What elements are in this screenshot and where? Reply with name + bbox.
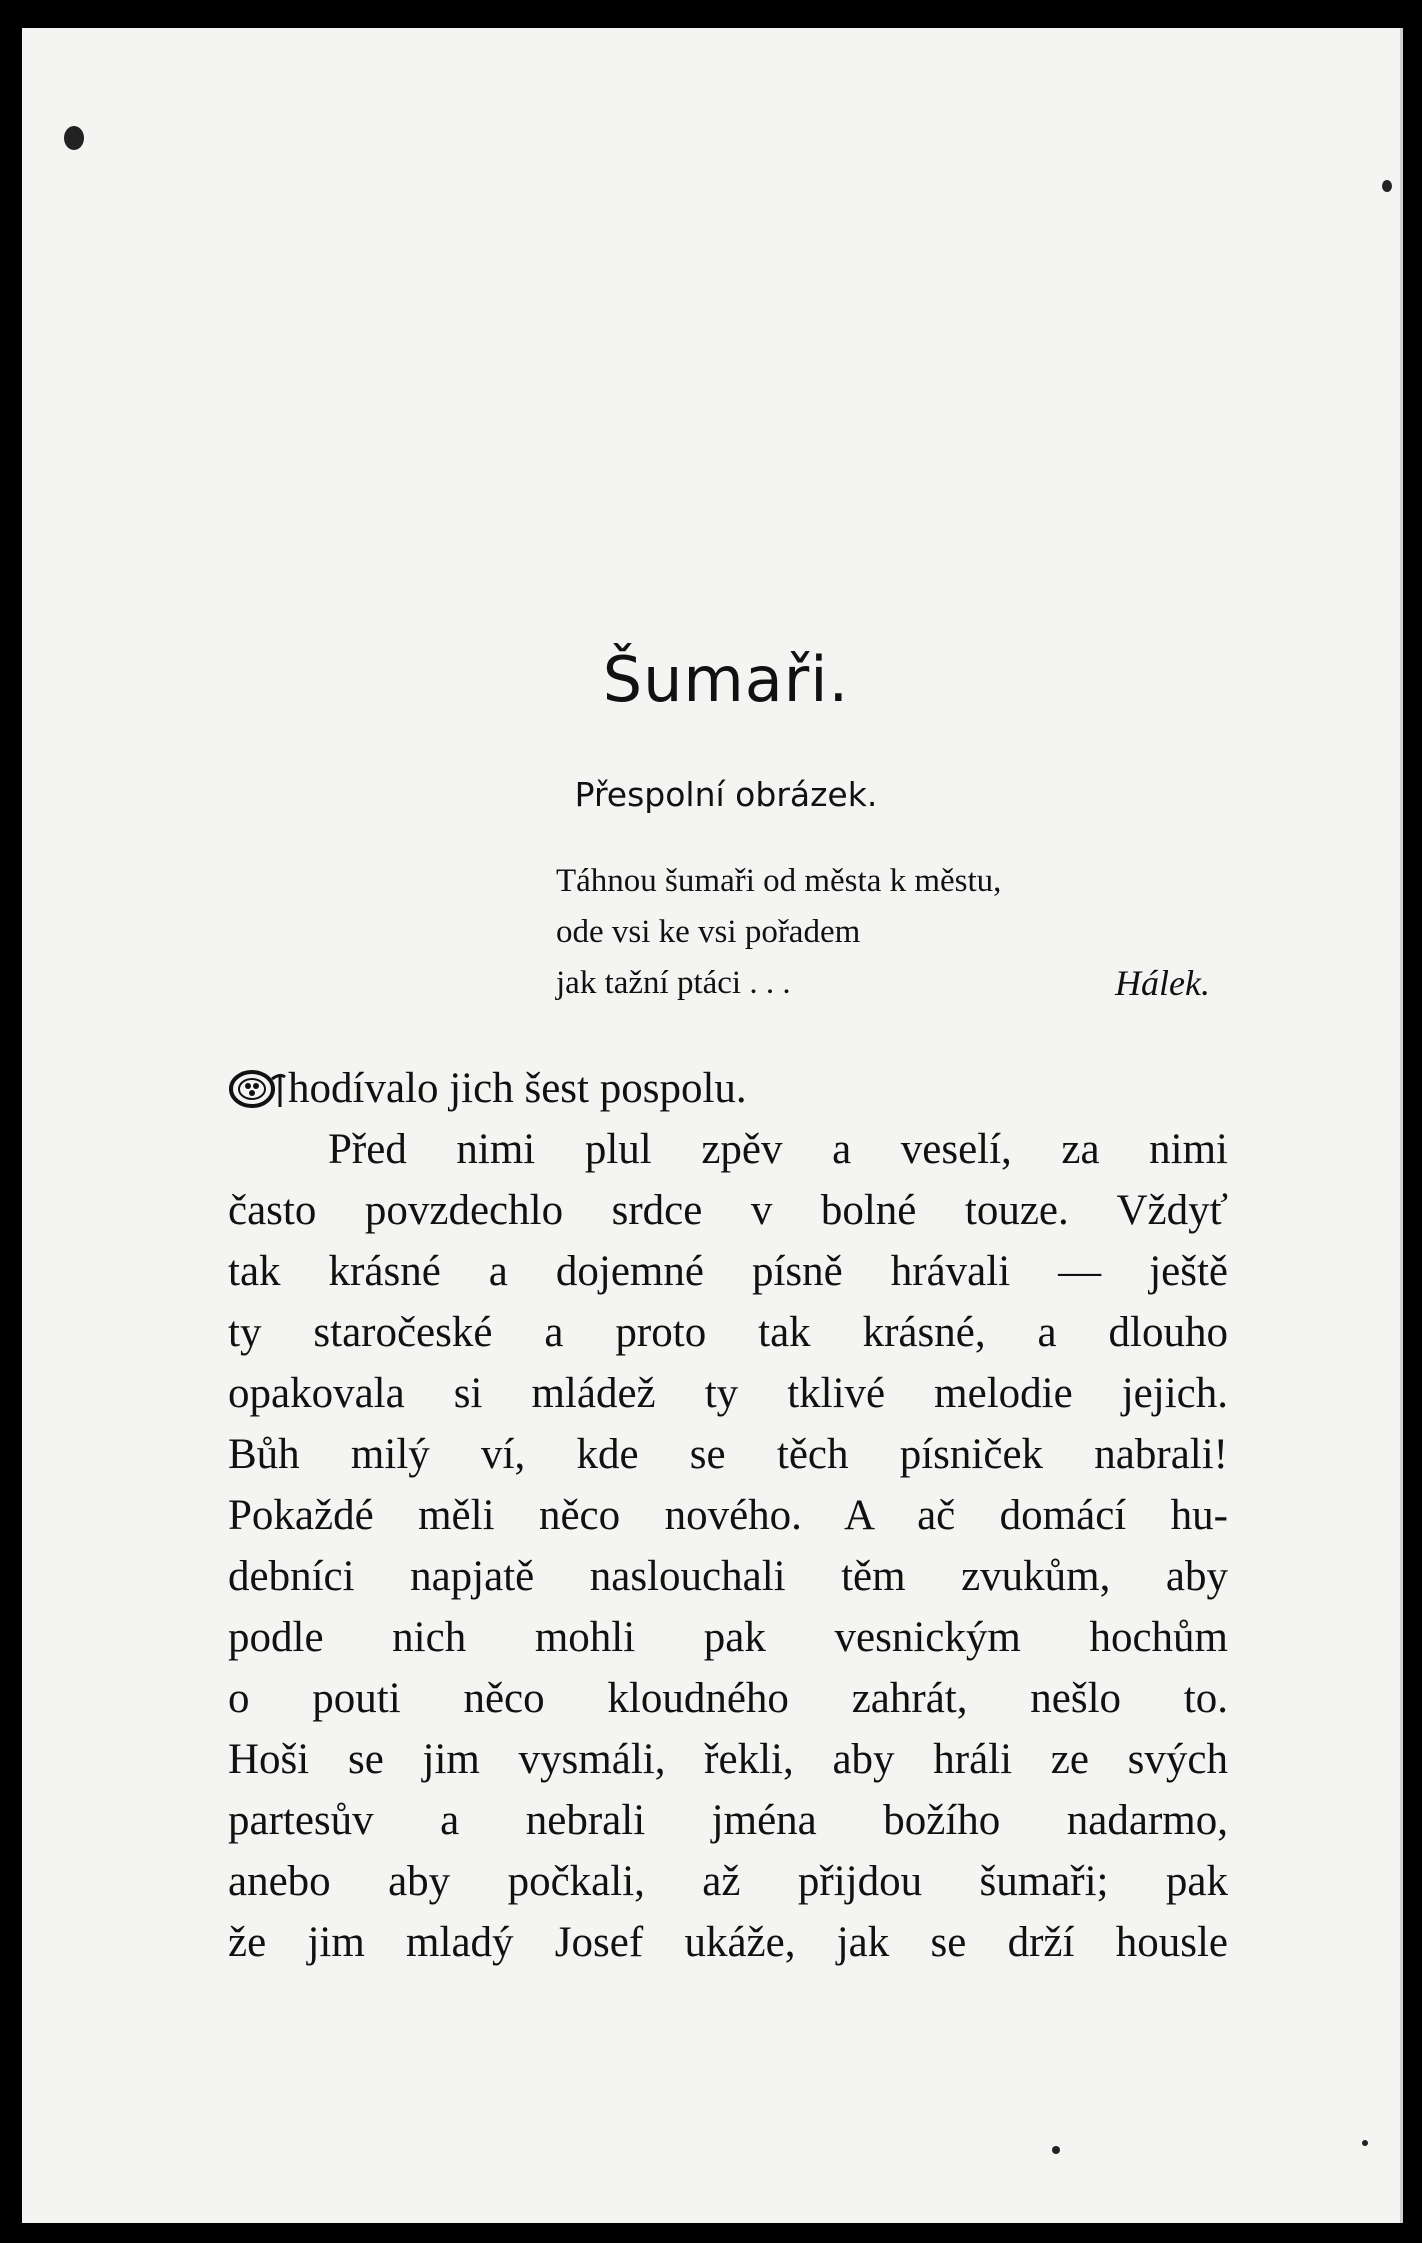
epigraph-line: Táhnou šumaři od města k městu,	[556, 863, 1002, 899]
paragraph-line: Před nimi plul zpěv a veselí, za nimi	[328, 1126, 1228, 1173]
paragraph-line: Hoši se jim vysmáli, řekli, aby hráli ze svých	[228, 1736, 1228, 1783]
paragraph-line: anebo aby počkali, až přijdou šumaři; pak	[228, 1858, 1228, 1905]
epigraph-line	[556, 958, 1216, 1009]
epigraph-author: Hálek.	[1115, 963, 1210, 1003]
body-text	[228, 1058, 1228, 1973]
ink-speck	[64, 126, 84, 150]
epigraph-line-text: jak tažní ptáci . . .	[556, 965, 791, 1001]
first-line-text: hodívalo jich šest pospolu.	[288, 1065, 747, 1112]
ink-speck	[1382, 180, 1392, 192]
paragraph-line: opakovala si mládež ty tklivé melodie jejich.	[228, 1370, 1228, 1417]
paragraph-line: debníci napjatě naslouchali těm zvukům, aby	[228, 1553, 1228, 1600]
epigraph	[556, 856, 1216, 1009]
paragraph-line: Bůh milý ví, kde se těch písniček nabrali!	[228, 1431, 1228, 1478]
paragraph-line: partesův a nebrali jména božího nadarmo,	[228, 1797, 1228, 1844]
first-line	[228, 1058, 1228, 1119]
ornamental-dropcap-icon	[228, 1067, 286, 1111]
paragraph-line: často povzdechlo srdce v bolné touze. Vždyť	[228, 1187, 1228, 1234]
paragraph-line: že jim mladý Josef ukáže, jak se drží housle	[228, 1919, 1228, 1966]
chapter-title: Šumaři.	[602, 643, 850, 716]
epigraph-line: ode vsi ke vsi pořadem	[556, 914, 861, 950]
ink-speck	[1362, 2140, 1368, 2146]
paragraph-line: podle nich mohli pak vesnickým hochům	[228, 1614, 1228, 1661]
book-page	[22, 28, 1403, 2223]
chapter-subtitle: Přespolní obrázek.	[574, 775, 878, 814]
paragraph-line: tak krásné a dojemné písně hrávali — ještě	[228, 1248, 1228, 1295]
paragraph-line: o pouti něco kloudného zahrát, nešlo to.	[228, 1675, 1228, 1722]
paragraph-line: Pokaždé měli něco nového. A ač domácí hu-	[228, 1492, 1228, 1539]
ink-speck	[1052, 2146, 1060, 2154]
paragraph-line: ty staročeské a proto tak krásné, a dlouho	[228, 1309, 1228, 1356]
